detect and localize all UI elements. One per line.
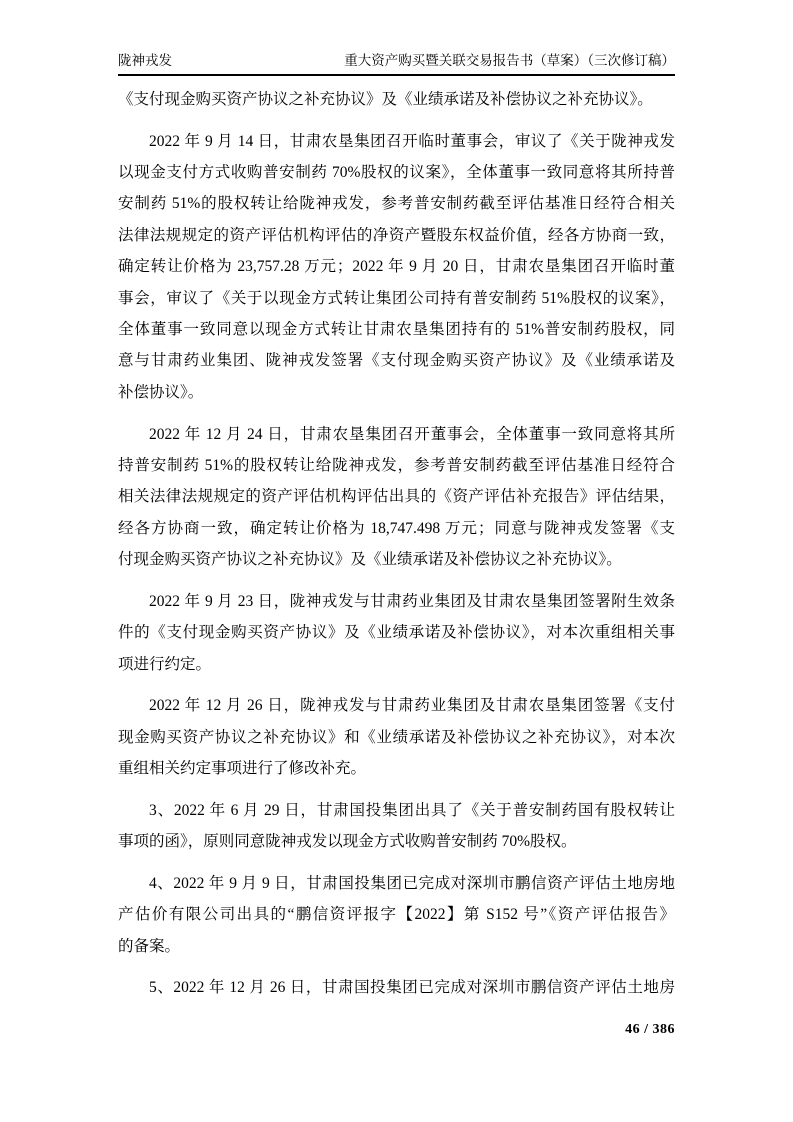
text-line: 确定转让价格为 23,757.28 万元；2022 年 9 月 20 日，甘肃农垦集团召开临时董 <box>118 258 675 276</box>
page-number: 46 / 386 <box>625 1022 675 1037</box>
text-line: 产估价有限公司出具的“鹏信资评报字【2022】第 S152 号”《资产评估报告》 <box>118 906 675 924</box>
text-line: 重组相关约定事项进行了修改补充。 <box>118 760 367 777</box>
body-paragraph <box>118 795 675 858</box>
text-line: 经各方协商一致，确定转让价格为 18,747.498 万元；同意与陇神戎发签署《支 <box>118 519 675 537</box>
page-header <box>118 52 675 76</box>
body-paragraph <box>118 586 675 680</box>
body-paragraph <box>118 868 675 962</box>
text-line: 的备案。 <box>118 937 181 955</box>
text-line: 2022 年 9 月 14 日，甘肃农垦集团召开临时董事会，审议了《关于陇神戎发 <box>149 132 675 150</box>
text-line: 件的《支付现金购买资产协议》及《业绩承诺及补偿协议》，对本次重组相关事 <box>118 624 675 642</box>
text-line: 相关法律法规规定的资产评估机构评估出具的《资产评估补充报告》评估结果， <box>118 488 675 506</box>
body-paragraph <box>118 84 675 115</box>
text-line: 法律法规规定的资产评估机构评估的净资产暨股东权益价值，经各方协商一致， <box>118 226 675 244</box>
text-line: 现金购买资产协议之补充协议》和《业绩承诺及补偿协议之补充协议》，对本次 <box>118 728 675 746</box>
text-line: 事会，审议了《关于以现金方式转让集团公司持有普安制药 51%股权的议案》， <box>118 289 675 307</box>
text-line: 付现金购买资产协议之补充协议》及《业绩承诺及补偿协议之补充协议》。 <box>118 551 622 569</box>
document-body <box>118 84 675 1014</box>
body-paragraph <box>118 419 675 576</box>
text-line: 《支付现金购买资产协议之补充协议》及《业绩承诺及补偿协议之补充协议》。 <box>118 91 653 108</box>
text-line: 事项的函》，原则同意陇神戎发以现金方式收购普安制药 70%股权。 <box>118 833 577 851</box>
text-line: 补偿协议》。 <box>118 383 204 401</box>
header-report-title: 重大资产购买暨关联交易报告书（草案）（三次修订稿） <box>344 53 675 68</box>
text-line: 安制药 51%的股权转让给陇神戎发，参考普安制药截至评估基准日经符合相关 <box>118 195 675 213</box>
text-line: 意与甘肃药业集团、陇神戎发签署《支付现金购买资产协议》及《业绩承诺及 <box>118 352 675 370</box>
header-company-name: 陇神戎发 <box>118 53 172 68</box>
text-line: 项进行约定。 <box>118 655 212 673</box>
body-paragraph <box>118 972 675 1003</box>
text-line: 2022 年 12 月 26 日，陇神戎发与甘肃药业集团及甘肃农垦集团签署《支付 <box>149 697 675 715</box>
text-line: 持普安制药 51%的股权转让给陇神戎发，参考普安制药截至评估基准日经符合 <box>118 456 675 474</box>
body-paragraph <box>118 690 675 784</box>
text-line: 2022 年 12 月 24 日，甘肃农垦集团召开董事会，全体董事一致同意将其所 <box>149 425 675 443</box>
text-line: 以现金支付方式收购普安制药 70%股权的议案》，全体董事一致同意将其所持普 <box>118 164 675 182</box>
text-line: 全体董事一致同意以现金方式转让甘肃农垦集团持有的 51%普安制药股权，同 <box>118 321 675 339</box>
body-paragraph <box>118 126 675 409</box>
text-line: 4、2022 年 9 月 9 日，甘肃国投集团已完成对深圳市鹏信资产评估土地房地 <box>149 874 675 892</box>
text-line: 5、2022 年 12 月 26 日，甘肃国投集团已完成对深圳市鹏信资产评估土地房 <box>149 979 675 997</box>
text-line: 2022 年 9 月 23 日，陇神戎发与甘肃药业集团及甘肃农垦集团签署附生效条 <box>149 592 675 610</box>
text-line: 3、2022 年 6 月 29 日，甘肃国投集团出具了《关于普安制药国有股权转让 <box>149 801 675 819</box>
